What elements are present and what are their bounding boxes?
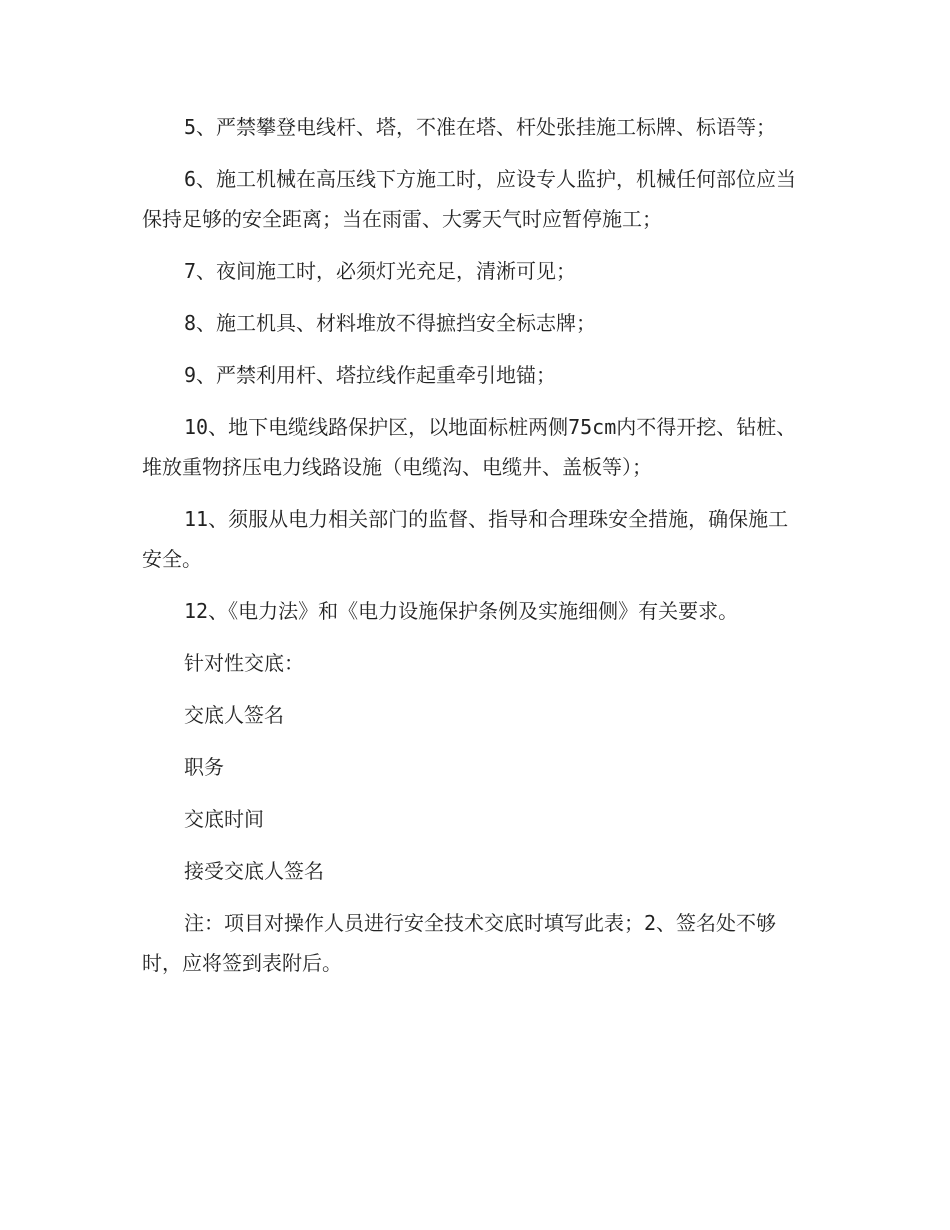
briefer-signature-label: 交底人签名 xyxy=(184,703,284,727)
targeted-briefing-label: 针对性交底： xyxy=(184,651,304,675)
note-paragraph: 注：项目对操作人员进行安全技术交底时填写此表；2、签名处不够时，应将签到表附后。 xyxy=(142,911,777,975)
paragraph-item-8: 8、施工机具、材料堆放不得摭挡安全标志牌； xyxy=(184,311,597,335)
paragraph-item-9: 9、严禁利用杆、塔拉线作起重牵引地锚； xyxy=(184,363,557,387)
paragraph-item-12: 12、《电力法》和《电力设施保护条例及实施细侧》有关要求。 xyxy=(184,599,739,623)
paragraph-item-7: 7、夜间施工时，必须灯光充足，清淅可见； xyxy=(184,259,577,283)
recipient-signature-label: 接受交底人签名 xyxy=(184,859,324,883)
briefing-time-label: 交底时间 xyxy=(184,807,264,831)
paragraph-item-10: 10、地下电缆线路保护区，以地面标桩两侧75cm内不得开挖、钻桩、堆放重物挤压电力线路设施（电缆沟、电缆井、盖板等）； xyxy=(142,415,797,479)
paragraph-item-6: 6、施工机械在高压线下方施工时，应设专人监护，机械任何部位应当保持足够的安全距离；当在雨雷、大雾天气时应暂停施工； xyxy=(142,167,797,231)
paragraph-item-5: 5、严禁攀登电线杆、塔，不准在塔、杆处张挂施工标牌、标语等； xyxy=(184,115,777,139)
document-body xyxy=(142,107,808,995)
paragraph-item-11: 11、须服从电力相关部门的监督、指导和合理珠安全措施，确保施工安全。 xyxy=(142,507,789,571)
position-label: 职务 xyxy=(184,755,224,779)
